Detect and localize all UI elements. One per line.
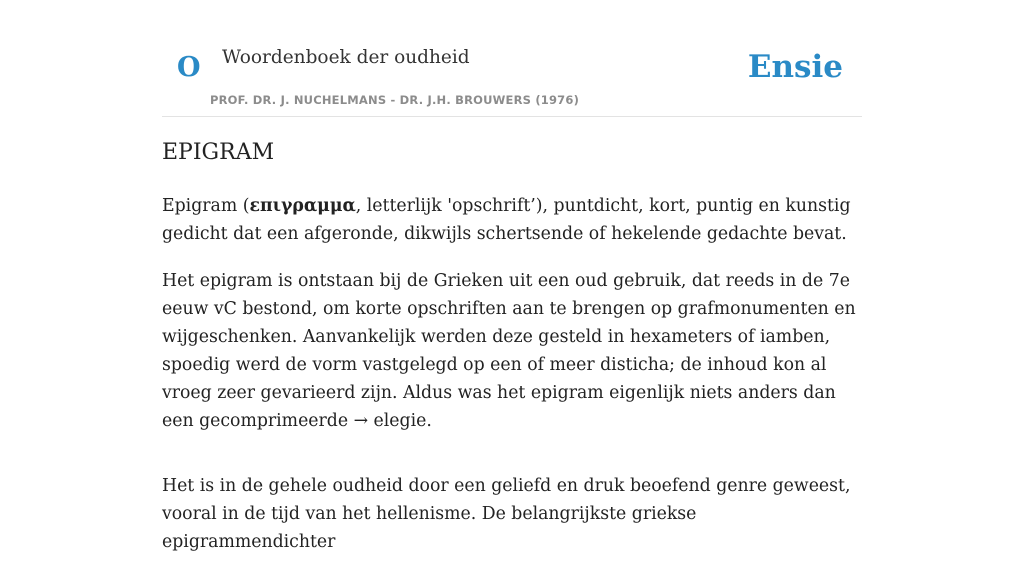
book-authors: PROF. DR. J. NUCHELMANS - DR. J.H. BROUWERS (1976) (210, 93, 580, 107)
paragraph-3: Het is in de gehele oudheid door een geliefd en druk beoefend genre geweest, vooral in de tijd van het hellenisme. De belangrijkste griekse epigrammendichter (162, 476, 851, 552)
greek-term: επιγραμμα (249, 196, 356, 216)
paragraph-2: Het epigram is ontstaan bij de Grieken uit een oud gebruik, dat reeds in de 7e eeuw vC bestond, om korte opschriften aan te brengen op grafmonumenten en wijgeschenken. Aanvankelijk werden deze gesteld in hexameters of iamben, spoedig werd de vorm vastgelegd op een of meer disticha; de inhoud kon al vroeg zeer gevarieerd zijn. Aldus was het epigram eigenlijk niets anders dan een gecomprimeerde → elegie. (162, 271, 856, 431)
paragraph-1-start: Epigram ( (162, 196, 250, 216)
paragraph-1-rest: , letterlijk 'opschrift’), puntdicht, kort, puntig en kunstig gedicht dat een afgeronde, dikwijls schertsende of hekelende gedachte bevat. (162, 196, 851, 244)
header (162, 0, 862, 117)
book-title[interactable]: Woordenboek der oudheid (222, 47, 470, 68)
book-logo-icon[interactable]: O (177, 52, 201, 83)
paragraph-1 (162, 192, 862, 248)
brand-logo-link[interactable]: Ensie (747, 49, 843, 85)
entry-title: EPIGRAM (162, 140, 275, 165)
article-body (162, 192, 862, 575)
page (162, 0, 862, 552)
